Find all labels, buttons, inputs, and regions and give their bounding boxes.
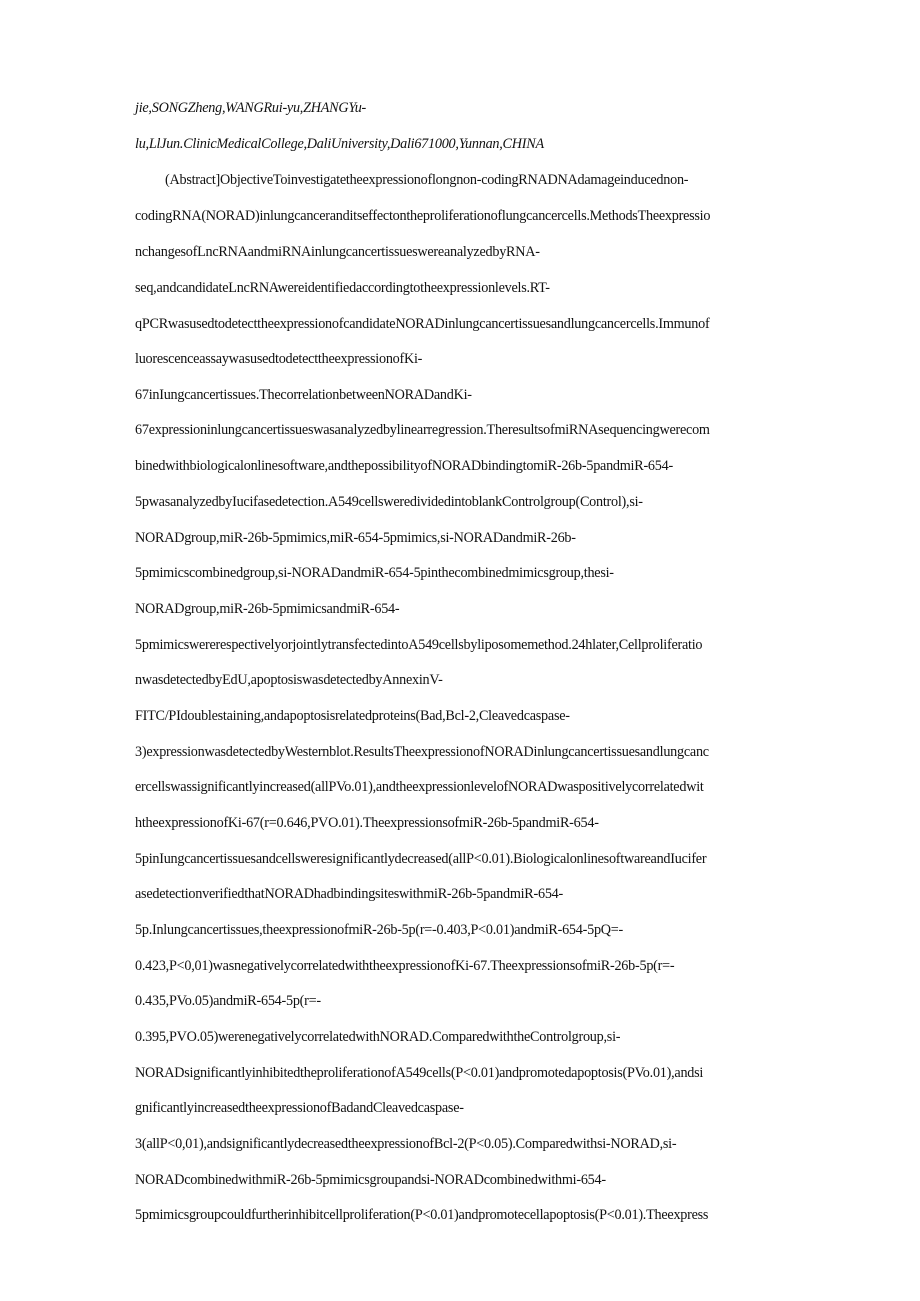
- abstract-line: nwasdetectedbyEdU,apoptosiswasdetectedbyAnnexinV-: [135, 672, 443, 688]
- abstract-line: 5pwasanalyzedbyIucifasedetection.A549cellsweredividedintoblankControlgroup(Control),si-: [135, 494, 643, 510]
- author-affiliation-line: lu,LlJun.ClinicMedicalCollege,DaliUniversity,Dali671000,Yunnan,CHINA: [135, 136, 544, 152]
- author-line-1: jie,SONGZheng,WANGRui-yu,ZHANGYu-: [135, 100, 367, 116]
- abstract-line: 5pinIungcancertissuesandcellsweresignificantlydecreased(allP<0.01).BiologicalonlinesoftwareandIucifer: [135, 851, 707, 867]
- abstract-line: NORADgroup,miR-26b-5pmimicsandmiR-654-: [135, 601, 400, 617]
- abstract-line: 3(allP<0,01),andsignificantlydecreasedtheexpressionofBcl-2(P<0.05).Comparedwithsi-NORAD,si-: [135, 1136, 677, 1152]
- abstract-line: 5p.Inlungcancertissues,theexpressionofmiR-26b-5p(r=-0.403,P<0.01)andmiR-654-5pQ=-: [135, 922, 624, 938]
- abstract-line: 3)expressionwasdetectedbyWesternblot.ResultsTheexpressionofNORADinlungcancertissuesandlungcanc: [135, 744, 709, 760]
- abstract-line: NORADcombinedwithmiR-26b-5pmimicsgroupandsi-NORADcombinedwithmi-654-: [135, 1172, 606, 1188]
- abstract-line: FITC/PIdoublestaining,andapoptosisrelatedproteins(Bad,Bcl-2,Cleavedcaspase-: [135, 708, 570, 724]
- abstract-line: 5pmimicswererespectivelyorjointlytransfectedintoA549cellsbyliposomemethod.24hlater,Cellproliferatio: [135, 637, 703, 653]
- abstract-line: luorescenceassaywasusedtodetecttheexpressionofKi-: [135, 351, 423, 367]
- abstract-line: 67inIungcancertissues.ThecorrelationbetweenNORADandKi-: [135, 387, 472, 403]
- abstract-line: 67expressioninlungcancertissueswasanalyzedbylinearregression.TheresultsofmiRNAsequencingwerecom: [135, 422, 710, 438]
- abstract-line: asedetectionverifiedthatNORADhadbindingsiteswithmiR-26b-5pandmiR-654-: [135, 886, 563, 902]
- abstract-line: 5pmimicscombinedgroup,si-NORADandmiR-654-5pinthecombinedmimicsgroup,thesi-: [135, 565, 614, 581]
- abstract-line: nchangesofLncRNAandmiRNAinlungcancertissueswereanalyzedbyRNA-: [135, 244, 540, 260]
- abstract-line: codingRNA(NORAD)inlungcanceranditseffectontheproliferationoflungcancercells.MethodsTheexpressio: [135, 208, 711, 224]
- abstract-line: seq,andcandidateLncRNAwereidentifiedaccordingtotheexpressionlevels.RT-: [135, 280, 550, 296]
- abstract-line: 0.395,PVO.05)werenegativelycorrelatedwithNORAD.ComparedwiththeControlgroup,si-: [135, 1029, 621, 1045]
- abstract-line: 5pmimicsgroupcouldfurtherinhibitcellproliferation(P<0.01)andpromotecellapoptosis(P<0.01).Theexpress: [135, 1207, 709, 1223]
- abstract-line: gnificantlyincreasedtheexpressionofBadandCleavedcaspase-: [135, 1100, 464, 1116]
- abstract-line: (Abstract]ObjectiveToinvestigatetheexpressionoflongnon-codingRNADNAdamageinducednon-: [165, 172, 689, 188]
- abstract-line: NORADgroup,miR-26b-5pmimics,miR-654-5pmimics,si-NORADandmiR-26b-: [135, 530, 576, 546]
- abstract-line: 0.423,P<0,01)wasnegativelycorrelatedwiththeexpressionofKi-67.TheexpressionsofmiR-26b-5p(r=-: [135, 958, 675, 974]
- abstract-line: htheexpressionofKi-67(r=0.646,PVO.01).TheexpressionsofmiR-26b-5pandmiR-654-: [135, 815, 599, 831]
- abstract-line: NORADsignificantlyinhibitedtheproliferationofA549cells(P<0.01)andpromotedapoptosis(PVo.01),andsi: [135, 1065, 704, 1081]
- abstract-line: ercellswassignificantlyincreased(allPVo.01),andtheexpressionlevelofNORADwaspositivelycorrelatedwit: [135, 779, 704, 795]
- abstract-line: qPCRwasusedtodetecttheexpressionofcandidateNORADinlungcancertissuesandlungcancercells.Immunof: [135, 316, 710, 332]
- abstract-line: binedwithbiologicalonlinesoftware,andthepossibilityofNORADbindingtomiR-26b-5pandmiR-654-: [135, 458, 673, 474]
- abstract-line: 0.435,PVo.05)andmiR-654-5p(r=-: [135, 993, 321, 1009]
